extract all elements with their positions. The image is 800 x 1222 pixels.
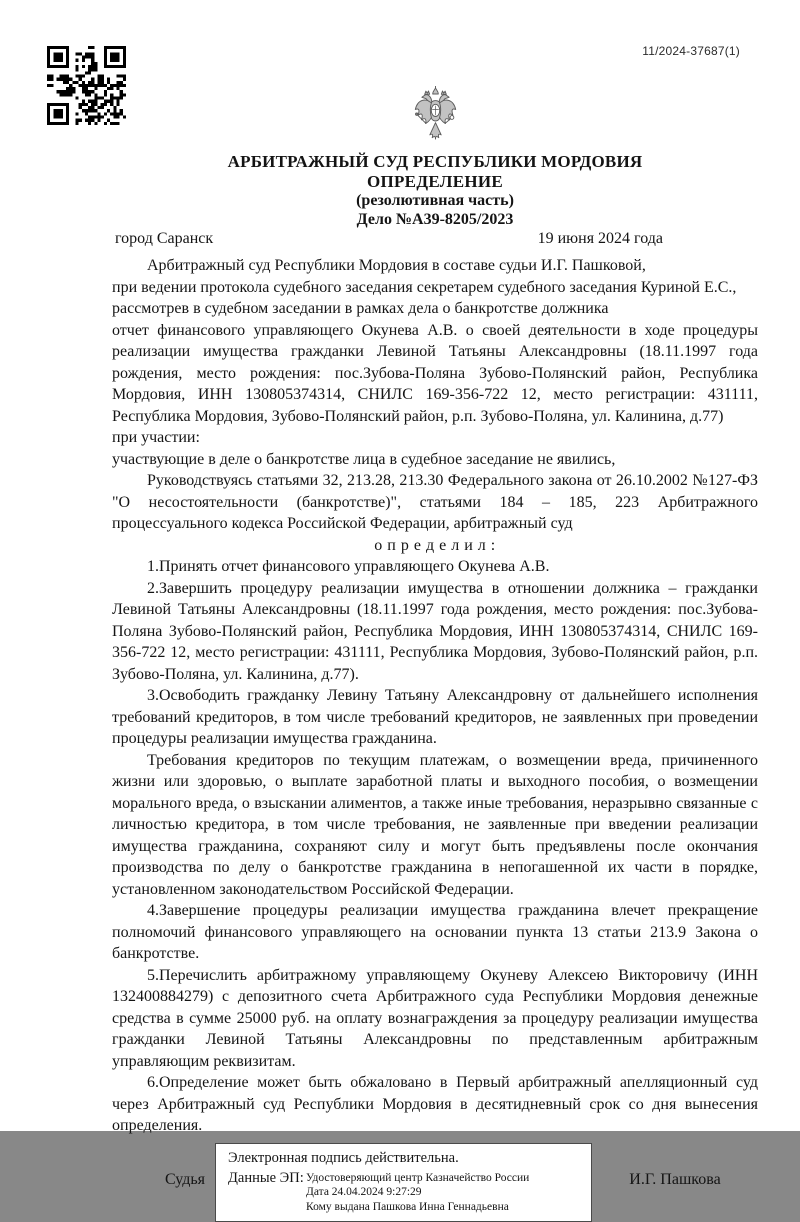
ruling-item-6: 6.Определение может быть обжаловано в Первый арбитражный апелляционный суд через Арбитражный суд Республики Мордовия в десятидневный срок со дня вынесения определения. <box>112 1072 758 1137</box>
date: 19 июня 2024 года <box>538 229 663 248</box>
signature-valid-line: Электронная подпись действительна. <box>228 1148 581 1168</box>
electronic-signature-stamp <box>215 1143 592 1222</box>
ruling-item-3-note: Требования кредиторов по текущим платежам, о возмещении вреда, причиненного жизни или здоровью, о выплате заработной платы и выходного пособия, о возмещении морального вреда, о взыскании алиментов, а также иные требования, неразрывно связанные с личностью кредитора, в том числе требования, не заявленные при введении реализации имущества гражданина, сохраняют силу и могут быть предъявлены после окончания производства по делу о банкротстве гражданина в непогашенной их части в порядке, установленном законодательством Российской Федерации. <box>112 750 758 901</box>
certificate-issued-to: Кому выдана Пашкова Инна Геннадьевна <box>306 1200 529 1215</box>
document-subtitle: (резолютивная часть) <box>112 191 758 210</box>
city: город Саранск <box>115 229 213 248</box>
paragraph-legal-basis: Руководствуясь статьями 32, 213.28, 213.30 Федерального закона от 26.10.2002 №127-ФЗ "О несостоятельности (банкротстве)", статьями 184 – 185, 223 Арбитражного процессуального кодекса Российской Федерации, арбитражный суд <box>112 470 758 535</box>
russia-coat-of-arms-icon <box>112 86 758 148</box>
signature-section <box>0 1143 800 1222</box>
ruling-item-5: 5.Перечислить арбитражному управляющему Окуневу Алексею Викторовичу (ИНН 132400884279) с депозитного счета Арбитражного суда Республики Мордовия денежные средства в сумме 25000 руб. на оплату вознаграждения за процедуру реализации имущества гражданки Левиной Татьяны Александровны по представленным арбитражным управляющим реквизитам. <box>112 965 758 1073</box>
signature-data-label: Данные ЭП: <box>228 1169 306 1215</box>
document-registration-number: 11/2024-37687(1) <box>642 44 740 58</box>
certificate-date: Дата 24.04.2024 9:27:29 <box>306 1185 529 1200</box>
case-number: Дело №А39-8205/2023 <box>112 210 758 229</box>
paragraph-participation-label: при участии: <box>112 427 758 449</box>
ruling-item-4: 4.Завершение процедуры реализации имущества гражданина влечет прекращение полномочий финансового управляющего на основании пункта 13 статьи 213.9 Закона о банкротстве. <box>112 900 758 965</box>
ruling-item-3: 3.Освободить гражданку Левину Татьяну Александровну от дальнейшего исполнения требований кредиторов, в том числе требований кредиторов, не заявленных при проведении процедуры реализации имущества гражданина. <box>112 685 758 750</box>
document-type-title: ОПРЕДЕЛЕНИЕ <box>112 172 758 191</box>
paragraph-report-subject: отчет финансового управляющего Окунева А.В. о своей деятельности в ходе процедуры реализации имущества гражданки Левиной Татьяны Александровны (18.11.1997 года рождения, место рождения: пос.Зубова-Поляна Зубово-Полянский район, Республика Мордовия, ИНН 130805374314, СНИЛС 169-356-722 12, место регистрации: 431111, Республика Мордовия, Зубово-Полянский район, р.п. Зубово-Поляна, ул. Калинина, д.77) <box>112 320 758 428</box>
court-name: АРБИТРАЖНЫЙ СУД РЕСПУБЛИКИ МОРДОВИЯ <box>112 151 758 172</box>
paragraph-participation: участвующие в деле о банкротстве лица в судебное заседание не явились, <box>112 449 758 471</box>
paragraph-considered: рассмотрев в судебном заседании в рамках дела о банкротстве должника <box>112 298 758 320</box>
judge-label: Судья <box>112 1143 215 1189</box>
city-date-row <box>0 229 800 248</box>
ruling-word: о п р е д е л и л : <box>112 535 758 557</box>
ruling-body <box>0 248 800 1137</box>
qr-code-icon <box>47 46 126 125</box>
paragraph-secretary: при ведении протокола судебного заседания секретарем судебного заседания Куриной Е.С., <box>112 277 758 299</box>
judge-name: И.Г. Пашкова <box>592 1143 758 1189</box>
ruling-item-2: 2.Завершить процедуру реализации имущества в отношении должника – гражданки Левиной Татьяны Александровны (18.11.1997 года рождения, место рождения: пос.Зубова-Поляна Зубово-Полянский район, Республика Мордовия, ИНН 130805374314, СНИЛС 169-356-722 12, место регистрации: 431111, Республика Мордовия, Зубово-Полянский район, р.п. Зубово-Поляна, ул. Калинина, д.77). <box>112 578 758 686</box>
certificate-center: Удостоверяющий центр Казначейство России <box>306 1171 529 1186</box>
paragraph-court-composition: Арбитражный суд Республики Мордовия в составе судьи И.Г. Пашковой, <box>112 255 758 277</box>
ruling-item-1: 1.Принять отчет финансового управляющего Окунева А.В. <box>112 556 758 578</box>
signature-details <box>306 1169 529 1215</box>
